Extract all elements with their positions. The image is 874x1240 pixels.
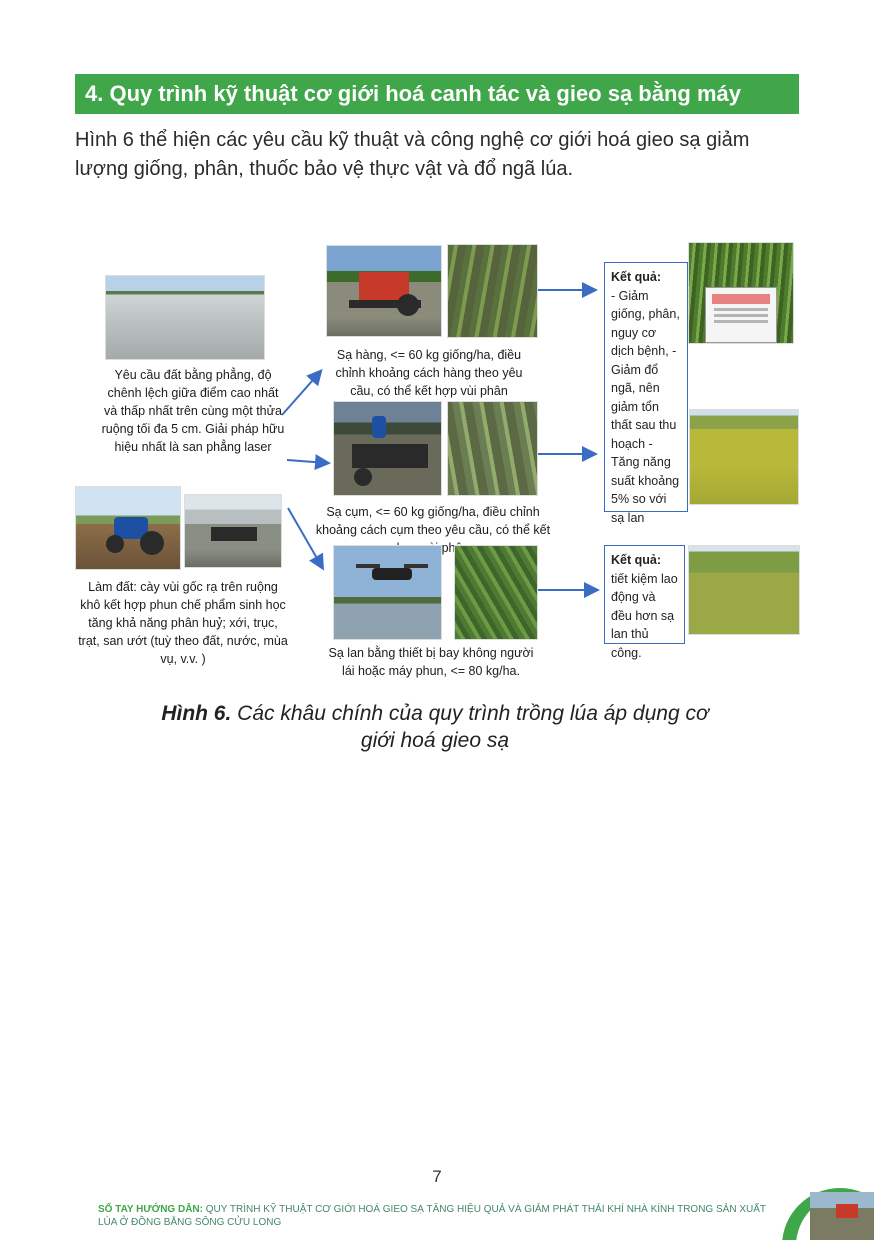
figure-caption-label: Hình 6. — [161, 702, 232, 725]
ripe-rice-photo — [689, 409, 799, 505]
cluster-sprouts-photo — [447, 401, 538, 496]
leveled-field-photo — [105, 275, 265, 360]
figure-caption — [160, 700, 710, 754]
wet-tillage-photo — [184, 494, 282, 568]
result-box-1 — [604, 262, 688, 525]
land-prep-caption: Làm đất: cày vùi gốc rạ trên ruộng khô kết hợp phun chế phẩm sinh học tăng khả năng phân huỷ; xới, trục, trạt, san ướt (tuỳ theo đất, nước, mùa vụ, v.v. ) — [78, 580, 288, 666]
row-seeder-photo — [326, 245, 442, 337]
rice-sign-photo — [688, 242, 794, 344]
page-number: 7 — [432, 1167, 442, 1186]
result1-heading: Kết quả: — [611, 270, 661, 284]
tractor-photo — [75, 486, 181, 570]
arrow-to-cluster-seeding — [287, 460, 327, 463]
result2-heading: Kết quả: — [611, 553, 661, 567]
drone-photo — [333, 545, 442, 640]
land-requirement-caption: Yêu cầu đất bằng phẳng, độ chênh lệch giữa điểm cao nhất và thấp nhất trên cùng một thửa ruộng tối đa 5 cm. Giải pháp hữu hiệu nhất là san phẳng laser — [101, 368, 285, 454]
section-title: 4. Quy trình kỹ thuật cơ giới hoá canh tác và gieo sạ bằng máy — [75, 74, 799, 114]
drone-field-photo — [454, 545, 538, 640]
footer-decoration — [780, 1186, 874, 1240]
lodged-rice-photo — [688, 545, 800, 635]
footer-text — [98, 1203, 778, 1229]
intro-paragraph: Hình 6 thể hiện các yêu cầu kỹ thuật và công nghệ cơ giới hoá gieo sạ giảm lượng giống, phân, thuốc bảo vệ thực vật và đổ ngã lúa. — [75, 129, 750, 180]
figure-caption-text: Các khâu chính của quy trình trồng lúa áp dụng cơ giới hoá gieo sạ — [237, 702, 709, 752]
cluster-seeding-caption: Sạ cụm, <= 60 kg giống/ha, điều chỉnh khoảng cách cụm theo yêu cầu, có thể kết — [315, 505, 551, 537]
footer-title: QUY TRÌNH KỸ THUẬT CƠ GIỚI HOÁ GIEO SẠ TĂNG HIỆU QUẢ VÀ GIẢM PHÁT THẢI KHÍ NHÀ KÍNH TRONG SẢN XUẤT LÚA Ở ĐỒNG BẰNG SÔNG CỬU LONG — [98, 1204, 766, 1228]
drone-seeding-caption: Sạ lan bằng thiết bị bay không người lái hoặc máy phun, <= 80 kg/ha. — [328, 646, 534, 678]
footer-lead: SỔ TAY HƯỚNG DẪN: — [98, 1204, 203, 1215]
result2-body: tiết kiệm lao động và đều hơn sạ lan thủ công. — [611, 571, 678, 660]
row-seeding-caption: Sạ hàng, <= 60 kg giống/ha, điều chỉnh khoảng cách hàng theo yêu cầu, có thể kết hợp vùi phân — [335, 348, 523, 398]
arrow-to-row-seeding — [282, 372, 320, 415]
result-box-2 — [604, 545, 685, 660]
result1-body: - Giảm giống, phân, nguy cơ dịch bệnh, - Giảm đổ ngã, nên giảm tổn thất sau thu hoạch - Tăng năng suất khoảng 5% so với sạ lan — [611, 288, 680, 525]
cluster-seeder-photo — [333, 401, 442, 496]
row-sprouts-photo — [447, 244, 538, 338]
field-sign — [705, 287, 777, 343]
